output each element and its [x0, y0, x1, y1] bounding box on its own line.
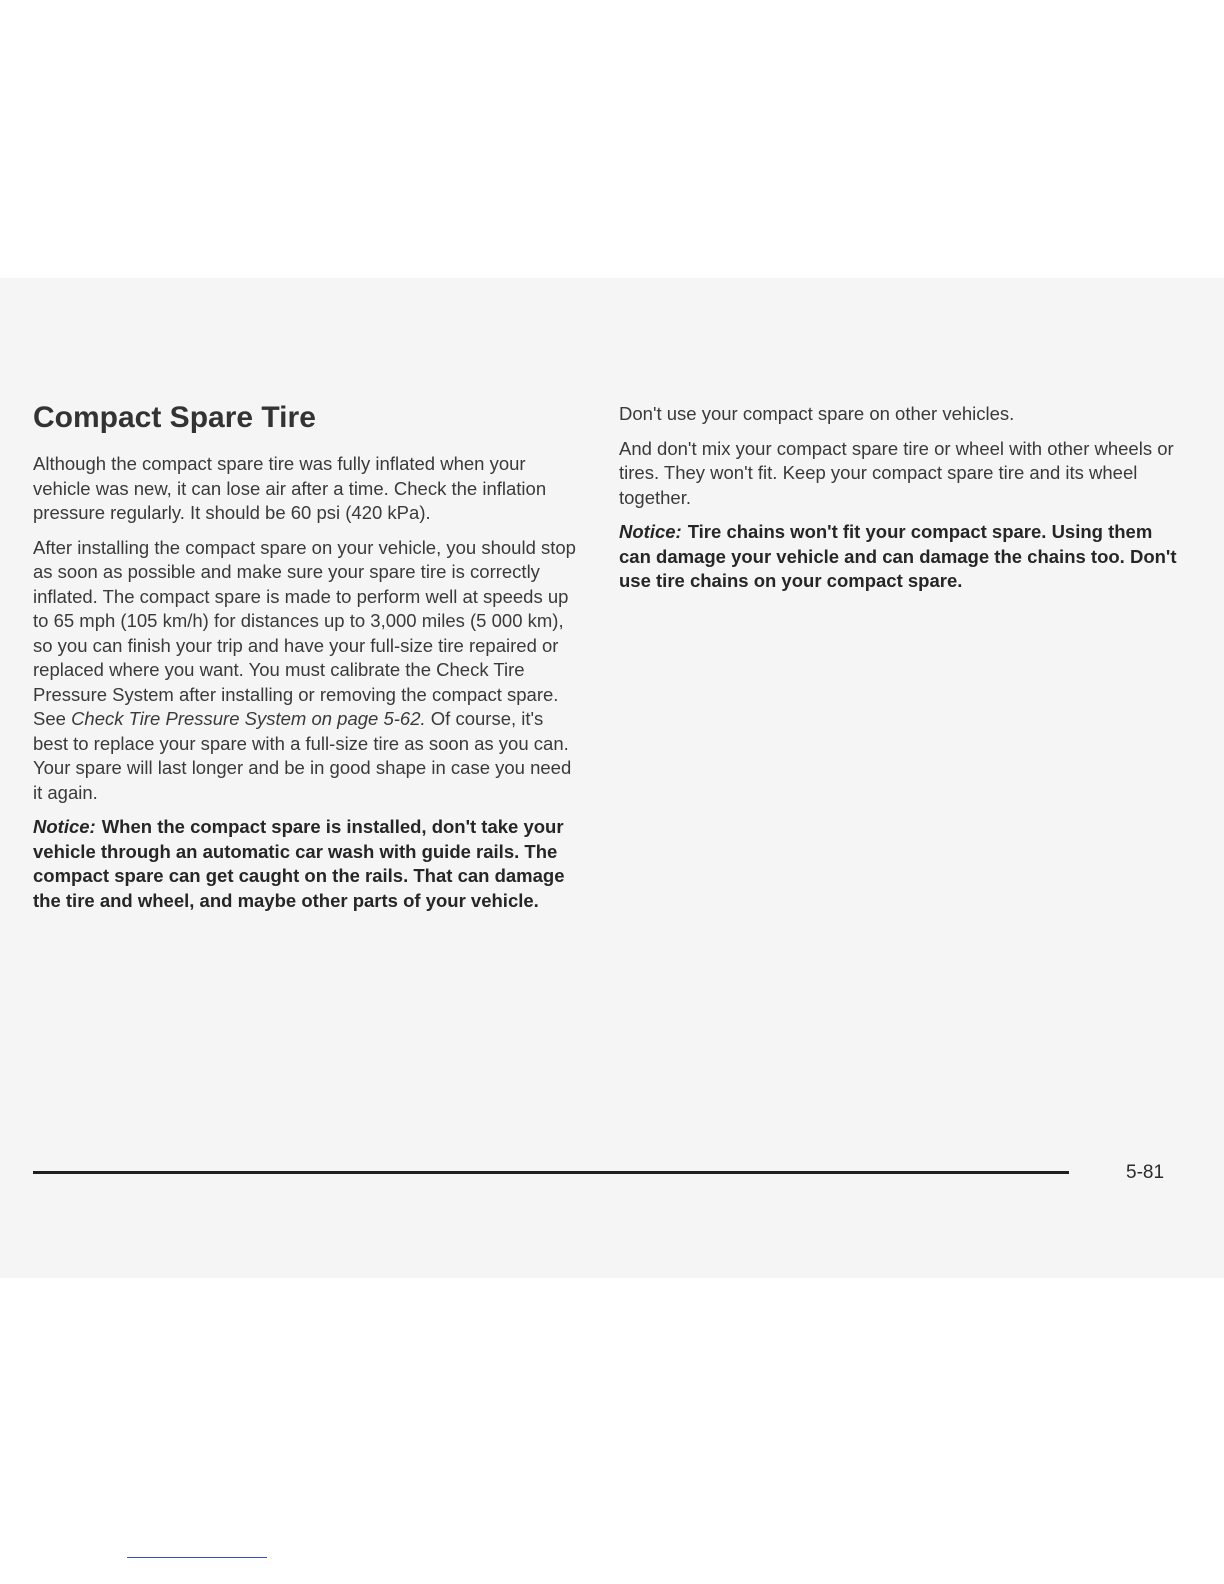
- section-title: Compact Spare Tire: [33, 401, 316, 434]
- mixing-paragraph: And don't mix your compact spare tire or wheel with other wheels or tires. They won't fit. Keep your compact spare tire and its wheel together.: [619, 437, 1174, 508]
- inflation-paragraph: Although the compact spare tire was fully inflated when your vehicle was new, it can lose air after a time. Check the inflation pressure regularly. It should be 60 psi (420 kPa).: [33, 453, 547, 523]
- installation-text-end: Of course, it's best to replace your spare with a full-size tire as soon as you can. Your spare will last longer and be in good shape in case you need it again.: [33, 708, 572, 803]
- notice-label: Notice:: [619, 521, 682, 542]
- notice-label: Notice:: [33, 816, 96, 837]
- tire-chains-notice: [619, 520, 1179, 594]
- left-column: [33, 400, 578, 923]
- other-vehicles-paragraph: Don't use your compact spare on other vehicles.: [619, 403, 1015, 424]
- link-underline[interactable]: [127, 1557, 267, 1558]
- installation-text-start: After installing the compact spare on your vehicle, you should stop as soon as possible and make sure your spare tire is correctly inflated. The compact spare is made to perform well at speeds up to 65 mph (105 km/h) for distances up to 3,000 miles (5 000 km), so you can finish your trip and have your full-size tire repaired or replaced where you want. You must calibrate the Check Tire Pressure System after installing or removing the compact spare. See: [33, 536, 576, 729]
- notice-text: Tire chains won't fit your compact spare. Using them can damage your vehicle and can damage the chains too. Don't use tire chains on your compact spare.: [619, 521, 1177, 591]
- right-column: [619, 402, 1179, 604]
- notice-text: When the compact spare is installed, don't take your vehicle through an automatic car wash with guide rails. The compact spare can get caught on the rails. That can damage the tire and wheel, and maybe other parts of your vehicle.: [33, 816, 565, 911]
- installation-paragraph: [33, 536, 578, 806]
- manual-page: [0, 278, 1224, 1278]
- car-wash-notice: [33, 815, 578, 913]
- cross-reference-link[interactable]: Check Tire Pressure System on page 5-62.: [71, 708, 426, 729]
- footer-rule: [33, 1171, 1069, 1174]
- page-number: 5-81: [1126, 1162, 1165, 1183]
